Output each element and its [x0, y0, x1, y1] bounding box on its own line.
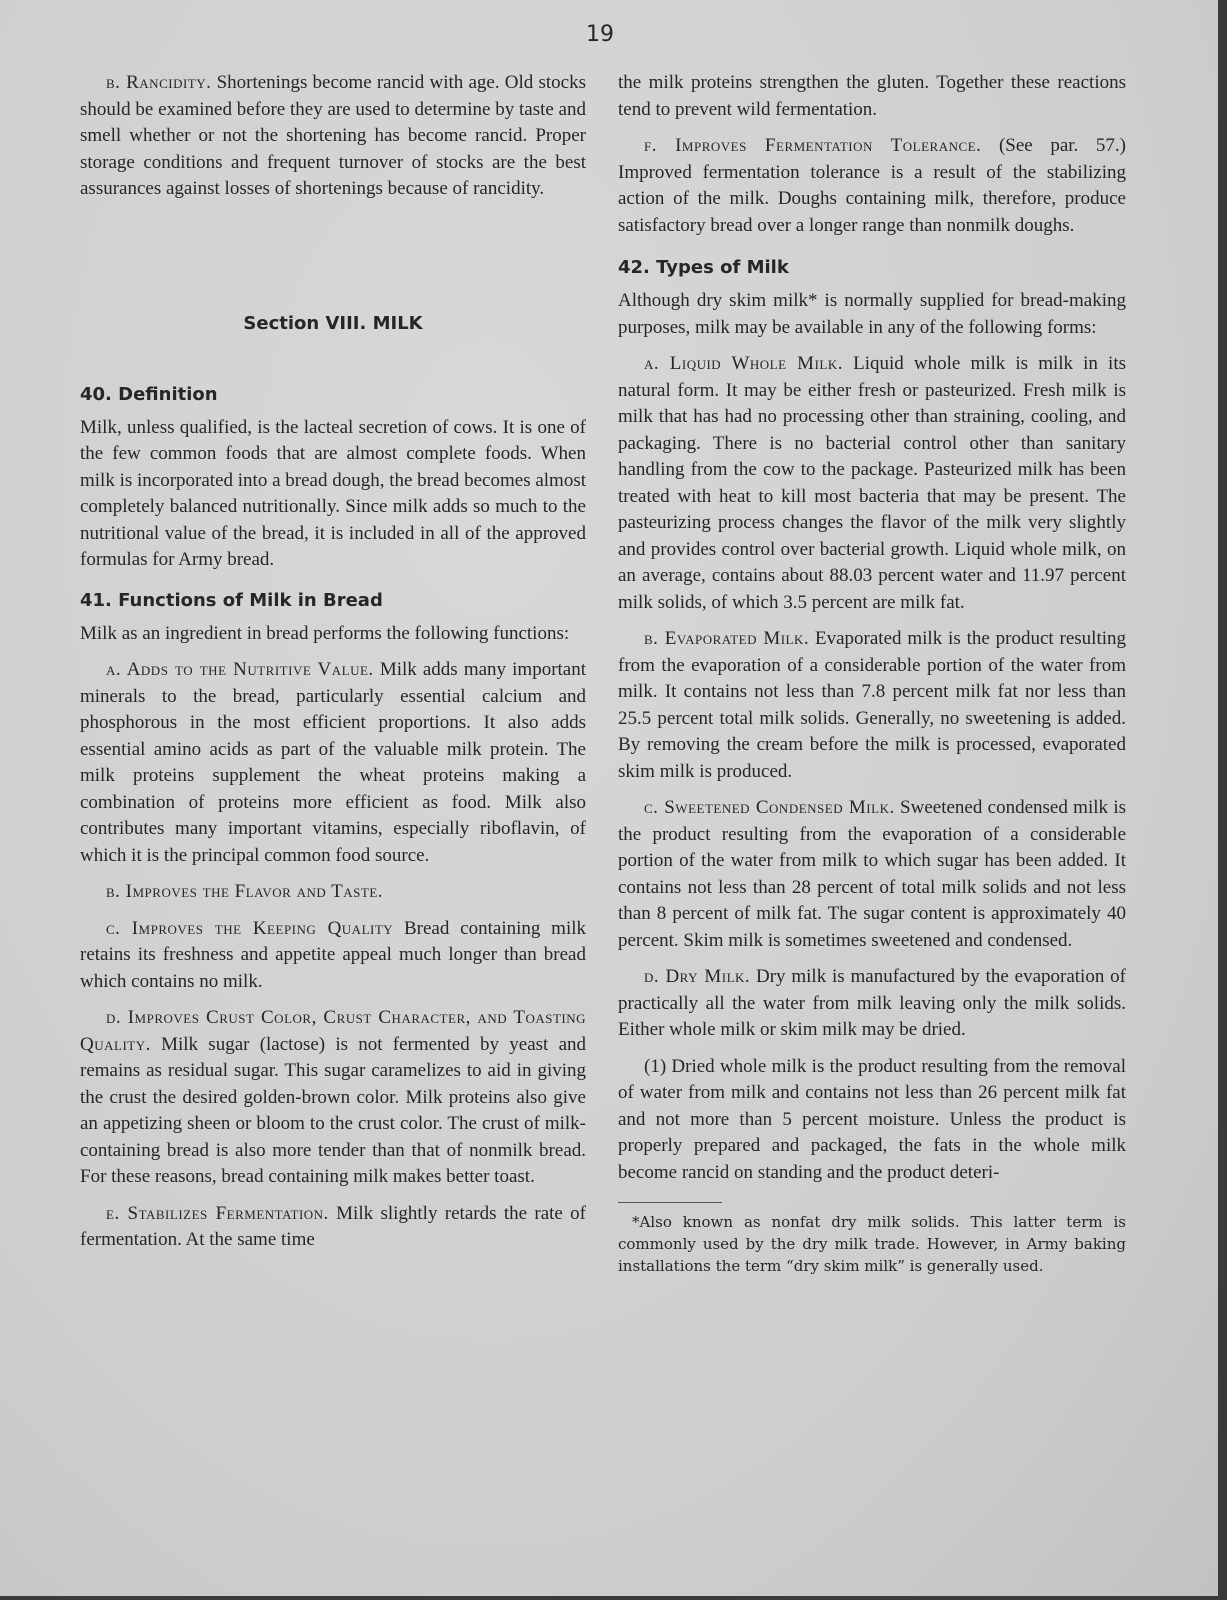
right-column	[618, 70, 1126, 1277]
item-41c-text: Bread containing milk retains its freshness and appetite appeal much longer than bread which contains no milk.	[80, 917, 587, 992]
heading-42: 42. Types of Milk	[618, 257, 789, 278]
item-42c-label: c. Sweetened Condensed Milk.	[644, 797, 895, 818]
page-number: 19	[586, 22, 614, 47]
item-42d-text: Dry milk is manufactured by the evaporation of practically all the water from milk leaving only the milk solids. Either whole milk or skim milk may be dried.	[618, 966, 1126, 1040]
item-42c-text: Sweetened condensed milk is the product resulting from the evaporation of a considerable portion of the water from milk to which sugar has been added. It contains not less than 28 percent of total milk solids and not less than 8 percent of milk fat. The sugar content is approximately 40 percent. Skim milk is sometimes sweetened and condensed.	[618, 797, 1126, 951]
item-41f-text: (See par. 57.) Improved fermentation tolerance is a result of the stabilizing action of the milk. Doughs containing milk, therefore, produce satisfactory bread over a longer range than nonmilk doughs.	[618, 135, 1126, 236]
paragraph-42c	[618, 795, 1126, 954]
item-41a-text: Milk adds many important minerals to the bread, particularly essential calcium and phosphorous in the most efficient proportions. It also adds essential amino acids as part of the valuable milk protein. The milk proteins supplement the wheat proteins making a combination of proteins more efficient as food. Milk also contributes many important vitamins, especially riboflavin, of which it is the principal common food source.	[80, 659, 587, 866]
paragraph-40: Milk, unless qualified, is the lacteal secretion of cows. It is one of the few common foods that are almost complete foods. When milk is incorporated into a bread dough, the bread becomes almost completely balanced nutritionally. Since milk adds so much to the nutritional value of the bread, it is included in all of the approved formulas for Army bread.	[80, 416, 586, 570]
paragraph-continued: the milk proteins strengthen the gluten. Together these reactions tend to prevent wild fermentation.	[618, 72, 1126, 120]
item-42b-label: b. Evaporated Milk.	[644, 628, 810, 649]
item-41d-text: Milk sugar (lactose) is not fermented by yeast and remains as residual sugar. This sugar caramelizes to aid in giving the crust the desired golden-brown color. Milk proteins also give an appetizing sheen or bloom to the crust color. The crust of milk-containing bread is also more tender than that of nonmilk bread. For these reasons, bread containing milk makes better toast.	[80, 1033, 587, 1187]
paragraph-41a	[80, 657, 586, 869]
paragraph-41f	[618, 133, 1126, 239]
paragraph-42: Although dry skim milk* is normally supplied for bread-making purposes, milk may be available in any of the following forms:	[618, 290, 1126, 338]
item-42a-text: Liquid whole milk is milk in its natural form. It may be either fresh or pasteurized. Fresh milk is milk that has had no processing other than straining, cooling, and packaging. There is no bacterial control other than sanitary handling from the cow to the package. Pasteurized milk has been treated with heat to kill most bacteria that may be present. The pasteurizing process changes the flavor of the milk very slightly and provides control over bacterial growth. Liquid whole milk, on an average, contains about 88.03 percent water and 11.97 percent milk solids, of which 3.5 percent are milk fat.	[618, 353, 1126, 613]
section-title: Section VIII. MILK	[243, 312, 423, 334]
footnote: *Also known as nonfat dry milk solids. This latter term is commonly used by the dry milk trade. However, in Army baking installations the term “dry skim milk” is generally used.	[618, 1213, 1126, 1275]
rancidity-text: Shortenings become rancid with age. Old stocks should be examined before they are used to determine by taste and smell whether or not the shortening has become rancid. Proper storage conditions and frequent turnover of stocks are the best assurances against losses of shortenings because of rancidity.	[80, 72, 586, 199]
item-41e-text: Milk slightly retards the rate of fermentation. At the same time	[80, 1202, 587, 1250]
rancidity-label: b. Rancidity.	[106, 72, 212, 93]
item-41e-label: e. Stabilizes Fermentation.	[106, 1202, 329, 1224]
item-42a-label: a. Liquid Whole Milk.	[644, 353, 843, 374]
left-column	[80, 70, 586, 1264]
paragraph-41b	[80, 879, 586, 906]
heading-40: 40. Definition	[80, 383, 218, 405]
paragraph-rancidity	[80, 70, 586, 203]
heading-41: 41. Functions of Milk in Bread	[80, 589, 383, 611]
item-41b-label: b. Improves the Flavor and Taste.	[106, 881, 384, 902]
item-41a-label: a. Adds to the Nutritive Value.	[106, 659, 374, 680]
paragraph-42d1: (1) Dried whole milk is the product resulting from the removal of water from milk and contains not less than 26 percent milk fat and not more than 5 percent moisture. Unless the product is properly prepared and packaged, the fats in the whole milk become rancid on standing and the product deteri-	[618, 1055, 1126, 1183]
item-41d-label: d. Improves Crust Color, Crust Character, and Toasting Quality.	[80, 1007, 586, 1055]
paragraph-41d	[80, 1005, 586, 1191]
paragraph-42b	[618, 626, 1126, 785]
footnote-divider	[618, 1202, 722, 1203]
item-41c-label: c. Improves the Keeping Quality	[106, 917, 394, 939]
paragraph-41e	[80, 1201, 586, 1254]
item-42b-text: Evaporated milk is the product resulting from the evaporation of a considerable portion of the water from milk. It contains not less than 7.8 percent milk fat nor less than 25.5 percent total milk solids. Generally, no sweetening is added. By removing the cream before the milk is processed, evaporated skim milk is produced.	[618, 628, 1127, 782]
item-41f-label: f. Improves Fermentation Tolerance.	[644, 135, 982, 156]
item-42d-label: d. Dry Milk.	[644, 966, 751, 987]
paragraph-41: Milk as an ingredient in bread performs the following functions:	[80, 622, 570, 644]
paragraph-42a	[618, 351, 1126, 616]
paragraph-41c	[80, 916, 586, 996]
paragraph-42d	[618, 964, 1126, 1044]
